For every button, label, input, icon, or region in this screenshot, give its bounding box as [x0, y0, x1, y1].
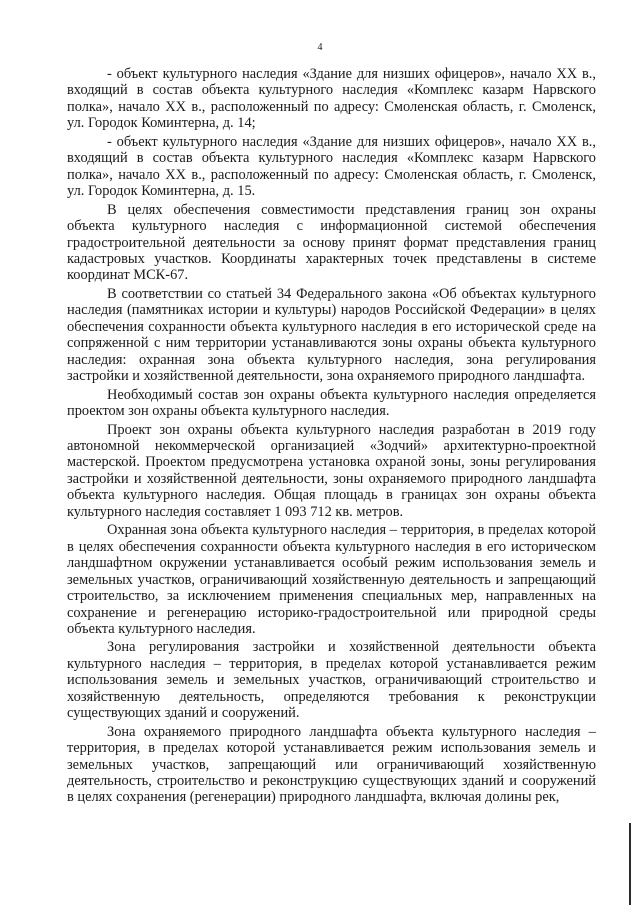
paragraph-object-building-15: - объект культурного наследия «Здание для низших офицеров», начало XX в., входящий в состав объекта культурного наследия «Комплекс казарм Нарвского полка», начало XX в., расположенный по адресу: Смоленская область, г. Смоленск, ул. Городок Коминтерна, д. 15.	[67, 133, 596, 200]
paragraph-protection-zone: Охранная зона объекта культурного наследия – территория, в пределах которой в целях обеспечения сохранности объекта культурного наследия в его историческом ландшафтном окружении устанавливается особый режим использования земель и земельных участков, ограничивающий хозяйственную деятельность и запрещающий строительство, за исключением применения специальных мер, направленных на сохранение и регенерацию историко-градостроительной или природной среды объекта культурного наследия.	[67, 522, 596, 637]
document-body	[67, 66, 596, 808]
paragraph-zone-composition: Необходимый состав зон охраны объекта культурного наследия определяется проектом зон охраны объекта культурного наследия.	[67, 386, 596, 420]
page-number: 4	[317, 42, 323, 53]
paragraph-coordinate-system: В целях обеспечения совместимости представления границ зон охраны объекта культурного наследия с информационной системой обеспечения градостроительной деятельности за основу принят формат представления границ кадастровых участков. Координаты характерных точек представлены в системе координат МСК-67.	[67, 201, 596, 284]
paragraph-landscape-zone: Зона охраняемого природного ландшафта объекта культурного наследия – территория, в пределах которой устанавливается режим использования земель и земельных участков, запрещающий или ограничивающий хозяйственную деятельность, строительство и реконструкцию существующих зданий и сооружений в целях сохранения (регенерации) природного ландшафта, включая долины рек,	[67, 723, 596, 806]
paragraph-federal-law: В соответствии со статьей 34 Федерального закона «Об объектах культурного наследия (памятниках истории и культуры) народов Российской Федерации» в целях обеспечения сохранности объекта культурного наследия в его исторической среде на сопряженной с ним территории устанавливаются зоны охраны объекта культурного наследия: охранная зона объекта культурного наследия, зона регулирования застройки и хозяйственной деятельности, зона охраняемого природного ландшафта.	[67, 285, 596, 385]
paragraph-project-description: Проект зон охраны объекта культурного наследия разработан в 2019 году автономной некоммерческой организацией «Зодчий» архитектурно-проектной мастерской. Проектом предусмотрена установка охраной зоны, зоны регулирования застройки и хозяйственной деятельности, зоны охраняемого природного ландшафта объекта культурного наследия. Общая площадь в границах зон охраны объекта культурного наследия составляет 1 093 712 кв. метров.	[67, 421, 596, 520]
paragraph-development-zone: Зона регулирования застройки и хозяйственной деятельности объекта культурного наследия – территория, в пределах которой устанавливается режим использования земель и земельных участков, ограничивающий строительство и хозяйственную деятельность, определяются требования к реконструкции существующих зданий и сооружений.	[67, 639, 596, 722]
paragraph-object-building-14: - объект культурного наследия «Здание для низших офицеров», начало XX в., входящий в состав объекта культурного наследия «Комплекс казарм Нарвского полка», начало XX в., расположенный по адресу: Смоленская область, г. Смоленск, ул. Городок Коминтерна, д. 14;	[67, 66, 596, 132]
scan-edge-mark	[629, 823, 631, 905]
